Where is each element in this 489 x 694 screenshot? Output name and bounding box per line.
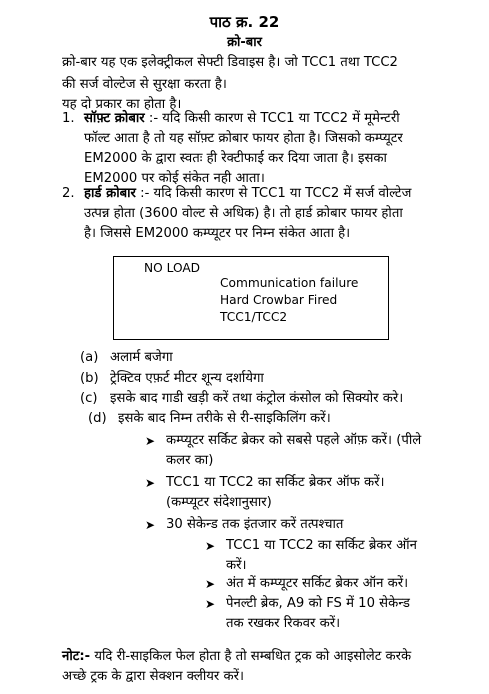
sub-step bbox=[166, 516, 460, 534]
step-label: (c) bbox=[80, 391, 98, 406]
arrow-bullet-icon: ➤ bbox=[205, 577, 216, 591]
arrow-bullet-icon: ➤ bbox=[145, 434, 156, 448]
display-line: TCC1/TCC2 bbox=[220, 310, 288, 324]
step-text: ट्रेक्टिव एफ़र्ट मीटर शून्य दर्शायेगा bbox=[110, 371, 264, 386]
em2000-display-box bbox=[113, 256, 389, 340]
item-heading: हार्ड क्रोबार bbox=[84, 186, 136, 201]
step-label: (a) bbox=[80, 350, 99, 365]
item-line: फॉल्ट आता है तो यह सॉफ़्ट क्रोबार फायर होता है। जिसको कम्प्यूटर bbox=[84, 131, 403, 146]
item-soft-crowbar bbox=[84, 110, 460, 188]
sub-step-line: TCC1 या TCC2 का सर्किट ब्रेकर ऑफ करें। bbox=[166, 475, 385, 490]
note-line: अच्छे ट्रक के द्वारा सेक्शन क्लीयर करें। bbox=[62, 669, 245, 684]
arrow-bullet-icon: ➤ bbox=[205, 597, 216, 611]
step-label: (d) bbox=[88, 411, 107, 426]
sub-step-line: कम्प्यूटर सर्किट ब्रेकर को सबसे पहले ऑफ़ करें। (पीले bbox=[166, 433, 422, 448]
item-number: 2. bbox=[62, 186, 75, 201]
arrow-bullet-icon: ➤ bbox=[145, 518, 156, 532]
arrow-bullet-icon: ➤ bbox=[205, 539, 216, 553]
item-line: है। जिससे EM2000 कम्प्यूटर पर निम्न संकेत आता है। bbox=[84, 226, 351, 241]
sub-sub-step-line: तक रखकर रिकवर करें। bbox=[226, 616, 341, 631]
sub-sub-step bbox=[226, 537, 460, 575]
sub-sub-step-line: अंत में कम्प्यूटर सर्किट ब्रेकर ऑन करें। bbox=[226, 576, 409, 591]
sub-sub-step-line: पेनल्टी ब्रेक, A9 को FS में 10 सेकेन्ड bbox=[226, 596, 410, 611]
sub-step-line: 30 सेकेन्ड तक इंतजार करें तत्पश्चात bbox=[166, 517, 344, 532]
note-block bbox=[62, 648, 462, 686]
sub-sub-step bbox=[226, 595, 460, 633]
sub-sub-step bbox=[226, 575, 460, 593]
sub-sub-step-line: TCC1 या TCC2 का सर्किट ब्रेकर ऑन bbox=[226, 538, 417, 553]
item-heading: सॉफ़्ट क्रोबार bbox=[84, 111, 145, 126]
display-line: Communication failure bbox=[220, 276, 359, 290]
note-label: नोट:- bbox=[62, 649, 91, 664]
step-text: इसके बाद गाडी खड़ी करें तथा कंट्रोल कंसोल को सिक्योर करे। bbox=[110, 391, 404, 406]
display-line: Hard Crowbar Fired bbox=[220, 293, 338, 307]
item-hard-crowbar bbox=[84, 185, 460, 243]
item-line: :- यदि किसी कारण से TCC1 या TCC2 में सर्ज वोल्टेज bbox=[140, 186, 412, 201]
item-line: EM2000 पर कोई संकेत नही आता। bbox=[84, 171, 265, 186]
sub-step bbox=[166, 432, 460, 470]
note-line: यदि री-साइकिल फेल होता है तो सम्बधित ट्रक को आइसोलेट करके bbox=[90, 649, 412, 664]
sub-step-line: कलर का) bbox=[166, 453, 214, 468]
lesson-title: पाठ क्र. 22 bbox=[209, 13, 280, 31]
subtitle: क्रो-बार bbox=[227, 35, 262, 50]
intro-line: यह दो प्रकार का होता है। bbox=[62, 97, 182, 112]
intro-line: की सर्ज वोल्टेज से सुरक्षा करता है। bbox=[62, 77, 227, 92]
arrow-bullet-icon: ➤ bbox=[145, 476, 156, 490]
item-line: EM2000 के द्वारा स्वतः ही रेक्टीफाई कर दिया जाता है। इसका bbox=[84, 151, 387, 166]
intro-line: क्रो-बार यह एक इलेक्ट्रीकल सेफ्टी डिवाइस है। जो TCC1 तथा TCC2 bbox=[62, 55, 398, 70]
item-line: उत्पन्न होता (3600 वोल्ट से अधिक) है। तो हार्ड क्रोबार फायर होता bbox=[84, 206, 403, 221]
sub-sub-step-line: करें। bbox=[226, 558, 247, 573]
sub-step-line: (कम्प्यूटर संदेशानुसार) bbox=[166, 495, 272, 510]
display-line: NO LOAD bbox=[144, 261, 201, 275]
sub-step bbox=[166, 474, 460, 512]
intro-paragraph bbox=[62, 54, 462, 114]
item-number: 1. bbox=[62, 111, 75, 126]
step-label: (b) bbox=[80, 371, 99, 386]
item-line: :- यदि किसी कारण से TCC1 या TCC2 में मूमेन्टरी bbox=[148, 111, 400, 126]
step-text: इसके बाद निम्न तरीके से री-साइकिलिंग करें। bbox=[118, 411, 331, 426]
step-text: अलार्म बजेगा bbox=[110, 350, 173, 365]
